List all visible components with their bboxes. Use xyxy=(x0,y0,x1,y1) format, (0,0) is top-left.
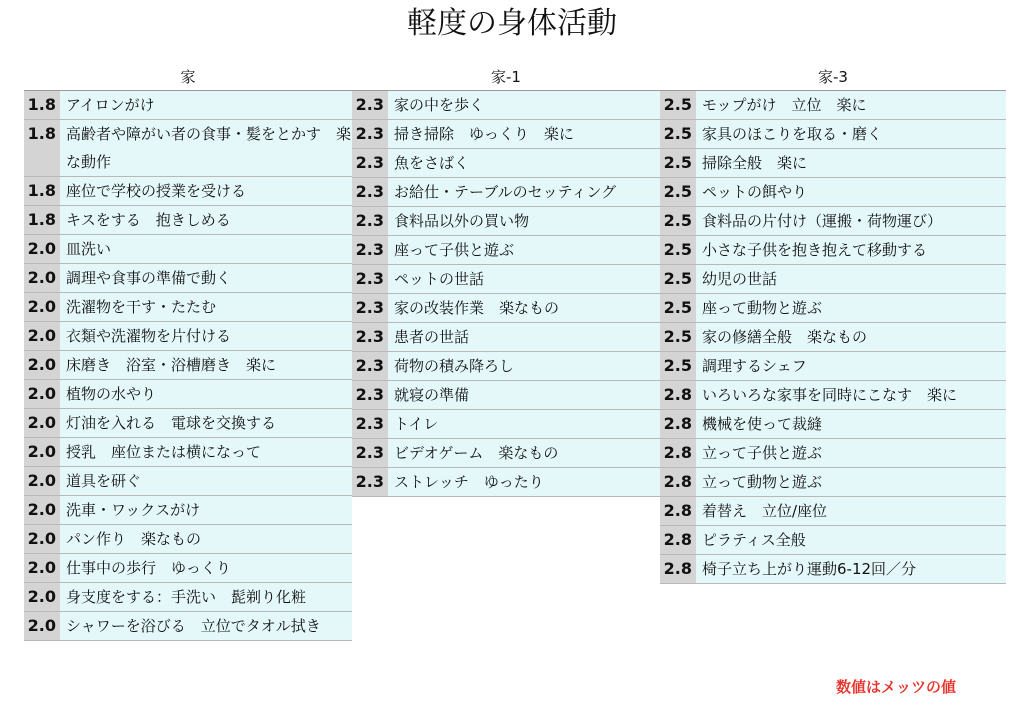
activity-label: 道具を研ぐ xyxy=(66,472,142,490)
activity-label: ビデオゲーム 楽なもの xyxy=(394,444,559,462)
activity-row xyxy=(352,265,660,294)
mets-value: 2.0 xyxy=(24,496,60,524)
activity-label: 座位で学校の授業を受ける xyxy=(66,182,247,200)
activity-label: 家の中を歩く xyxy=(394,96,485,114)
activity-label: 立って動物と遊ぶ xyxy=(702,473,823,491)
activity-list xyxy=(24,90,352,641)
activity-label: ペットの餌やり xyxy=(702,183,808,201)
mets-value: 2.5 xyxy=(660,323,696,351)
activity-label: 椅子立ち上がり運動6-12回／分 xyxy=(702,560,917,578)
activity-row xyxy=(660,410,1006,439)
mets-value: 2.0 xyxy=(24,409,60,437)
activity-row xyxy=(352,468,660,497)
mets-value: 2.5 xyxy=(660,149,696,177)
mets-value: 2.0 xyxy=(24,380,60,408)
activity-label: モップがけ 立位 楽に xyxy=(702,96,867,114)
activity-row xyxy=(660,91,1006,120)
activity-label: 機械を使って裁縫 xyxy=(702,415,823,433)
mets-value: 2.0 xyxy=(24,322,60,350)
activity-row xyxy=(660,381,1006,410)
mets-value: 2.3 xyxy=(352,178,388,206)
column-header: 家-3 xyxy=(818,68,848,86)
activity-row xyxy=(352,352,660,381)
activity-row xyxy=(352,120,660,149)
column-ie-3 xyxy=(660,66,1006,584)
mets-value: 2.5 xyxy=(660,265,696,293)
activity-row xyxy=(352,410,660,439)
activity-row xyxy=(660,178,1006,207)
mets-value: 2.8 xyxy=(660,497,696,525)
mets-value: 2.0 xyxy=(24,612,60,640)
activity-label: 家具のほこりを取る・磨く xyxy=(702,125,883,143)
activity-list xyxy=(660,90,1006,584)
activity-label: ピラティス全般 xyxy=(702,531,806,549)
activity-row xyxy=(352,236,660,265)
mets-note: 数値はメッツの値 xyxy=(836,678,957,696)
activity-label: 小さな子供を抱き抱えて移動する xyxy=(702,241,928,259)
activity-row xyxy=(660,294,1006,323)
mets-value: 2.8 xyxy=(660,410,696,438)
activity-label: 調理や食事の準備で動く xyxy=(66,269,232,287)
activity-label: 身支度をする：手洗い 髭剃り化粧 xyxy=(66,588,307,606)
activity-label: 座って動物と遊ぶ xyxy=(702,299,823,317)
activity-label: 掃き掃除 ゆっくり 楽に xyxy=(394,125,574,143)
activity-label: 授乳 座位または横になって xyxy=(66,443,262,461)
mets-value: 2.5 xyxy=(660,294,696,322)
mets-value: 2.3 xyxy=(352,294,388,322)
activity-label: いろいろな家事を同時にこなす 楽に xyxy=(702,386,958,404)
activity-label: ペットの世話 xyxy=(394,270,485,288)
mets-value: 2.5 xyxy=(660,178,696,206)
activity-label: 座って子供と遊ぶ xyxy=(394,241,515,259)
activity-label: 高齢者や障がい者の食事・髪をとかす 楽な動作 xyxy=(66,125,352,171)
mets-value: 2.0 xyxy=(24,235,60,263)
mets-value: 2.0 xyxy=(24,264,60,292)
activity-row xyxy=(24,467,352,496)
mets-value: 2.5 xyxy=(660,352,696,380)
activity-label: 家の修繕全般 楽なもの xyxy=(702,328,868,346)
mets-value: 2.5 xyxy=(660,120,696,148)
activity-list xyxy=(352,90,660,497)
activity-row xyxy=(24,438,352,467)
mets-value: 1.8 xyxy=(24,206,60,234)
mets-value: 2.8 xyxy=(660,555,696,583)
activity-row xyxy=(352,439,660,468)
activity-row xyxy=(24,409,352,438)
mets-value: 2.5 xyxy=(660,236,696,264)
activity-row xyxy=(24,120,352,177)
mets-value: 2.8 xyxy=(660,526,696,554)
mets-value: 2.8 xyxy=(660,439,696,467)
activity-label: 家の改装作業 楽なもの xyxy=(394,299,560,317)
column-ie xyxy=(24,66,352,641)
activity-row xyxy=(24,264,352,293)
activity-row xyxy=(24,612,352,641)
activity-row xyxy=(24,91,352,120)
activity-row xyxy=(24,235,352,264)
activity-label: トイレ xyxy=(394,415,439,433)
mets-value: 2.8 xyxy=(660,468,696,496)
mets-value: 1.8 xyxy=(24,91,60,119)
activity-label: 荷物の積み降ろし xyxy=(394,357,515,375)
mets-value: 2.0 xyxy=(24,525,60,553)
activity-row xyxy=(352,149,660,178)
activity-label: ストレッチ ゆったり xyxy=(394,473,544,491)
mets-value: 2.3 xyxy=(352,236,388,264)
column-header: 家-1 xyxy=(491,68,521,86)
activity-label: キスをする 抱きしめる xyxy=(66,211,231,229)
activity-row xyxy=(24,554,352,583)
activity-row xyxy=(24,206,352,235)
activity-row xyxy=(352,207,660,236)
activity-label: 灯油を入れる 電球を交換する xyxy=(66,414,277,432)
activity-label: シャワーを浴びる 立位でタオル拭き xyxy=(66,617,321,635)
mets-value: 2.0 xyxy=(24,293,60,321)
activity-row xyxy=(660,555,1006,584)
activity-label: 皿洗い xyxy=(66,240,112,258)
activity-row xyxy=(660,265,1006,294)
activity-row xyxy=(352,323,660,352)
activity-row xyxy=(660,236,1006,265)
activity-label: 掃除全般 楽に xyxy=(702,154,808,172)
activity-label: 就寝の準備 xyxy=(394,386,470,404)
page-title: 軽度の身体活動 xyxy=(407,6,617,41)
activity-row xyxy=(352,91,660,120)
activity-row xyxy=(352,178,660,207)
activity-label: 洗濯物を干す・たたむ xyxy=(66,298,217,316)
mets-value: 2.0 xyxy=(24,554,60,582)
activity-row xyxy=(24,525,352,554)
mets-value: 1.8 xyxy=(24,177,60,205)
mets-value: 2.3 xyxy=(352,439,388,467)
mets-value: 2.3 xyxy=(352,381,388,409)
activity-row xyxy=(352,294,660,323)
mets-value: 2.3 xyxy=(352,468,388,496)
activity-label: 幼児の世話 xyxy=(702,270,778,288)
mets-value: 2.3 xyxy=(352,91,388,119)
activity-label: 着替え 立位/座位 xyxy=(702,502,828,520)
activity-row xyxy=(24,322,352,351)
mets-value: 2.5 xyxy=(660,91,696,119)
activity-label: アイロンがけ xyxy=(66,96,155,114)
mets-value: 2.3 xyxy=(352,149,388,177)
mets-value: 2.0 xyxy=(24,438,60,466)
mets-value: 2.5 xyxy=(660,207,696,235)
activity-label: 調理するシェフ xyxy=(702,357,807,375)
activity-row xyxy=(660,526,1006,555)
activity-row xyxy=(24,496,352,525)
activity-row xyxy=(660,497,1006,526)
activity-row xyxy=(660,323,1006,352)
mets-value: 2.0 xyxy=(24,351,60,379)
activity-row xyxy=(660,439,1006,468)
mets-value: 2.0 xyxy=(24,467,60,495)
activity-label: 植物の水やり xyxy=(66,385,157,403)
activity-row xyxy=(24,583,352,612)
activity-label: 洗車・ワックスがけ xyxy=(66,501,201,519)
activity-label: パン作り 楽なもの xyxy=(66,530,202,548)
mets-value: 2.3 xyxy=(352,352,388,380)
activity-row xyxy=(352,381,660,410)
activity-label: お給仕・テーブルのセッティング xyxy=(394,183,617,201)
activity-row xyxy=(660,120,1006,149)
activity-label: 食料品の片付け（運搬・荷物運び） xyxy=(702,212,943,230)
activity-label: 立って子供と遊ぶ xyxy=(702,444,823,462)
activity-row xyxy=(660,352,1006,381)
activity-label: 仕事中の歩行 ゆっくり xyxy=(66,559,231,577)
mets-value: 2.3 xyxy=(352,323,388,351)
activity-row xyxy=(24,177,352,206)
activity-label: 魚をさばく xyxy=(394,154,470,172)
column-header: 家 xyxy=(180,68,196,86)
activity-row xyxy=(24,351,352,380)
column-ie-1 xyxy=(352,66,660,497)
activity-label: 衣類や洗濯物を片付ける xyxy=(66,327,232,345)
mets-value: 2.0 xyxy=(24,583,60,611)
activity-row xyxy=(660,468,1006,497)
mets-value: 1.8 xyxy=(24,120,60,176)
activity-label: 床磨き 浴室・浴槽磨き 楽に xyxy=(66,356,277,374)
mets-value: 2.3 xyxy=(352,207,388,235)
mets-value: 2.8 xyxy=(660,381,696,409)
mets-value: 2.3 xyxy=(352,410,388,438)
activity-row xyxy=(24,380,352,409)
activity-row xyxy=(660,207,1006,236)
mets-value: 2.3 xyxy=(352,120,388,148)
activity-row xyxy=(24,293,352,322)
activity-label: 食料品以外の買い物 xyxy=(394,212,530,230)
activity-row xyxy=(660,149,1006,178)
activity-label: 患者の世話 xyxy=(394,328,470,346)
mets-value: 2.3 xyxy=(352,265,388,293)
